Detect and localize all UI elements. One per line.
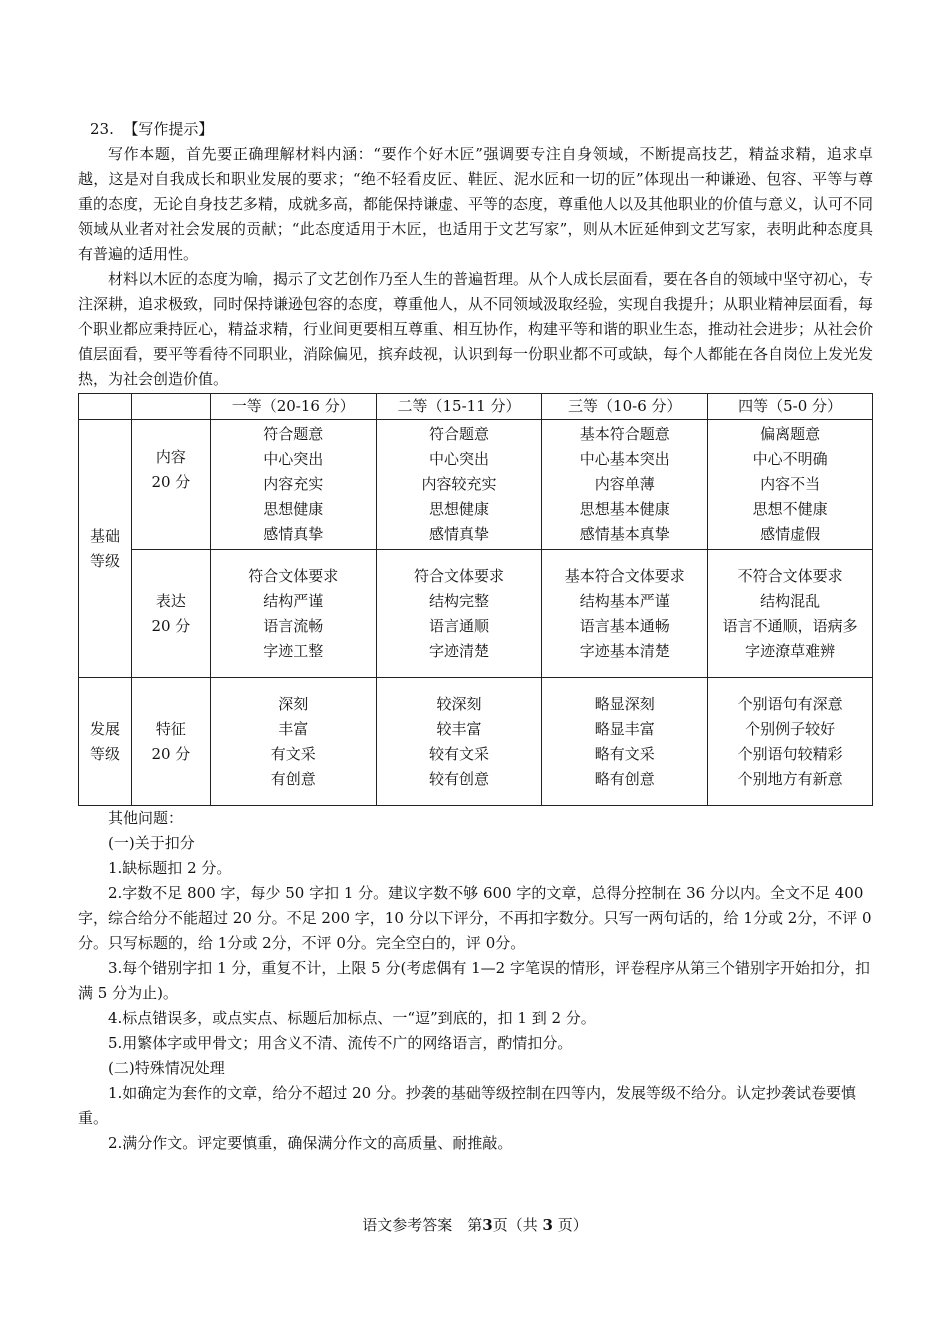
cell-line: 内容充实 xyxy=(263,475,324,493)
cell-line: 内容 xyxy=(155,447,186,466)
question-heading xyxy=(90,117,873,142)
cell-line: 特征 xyxy=(155,719,186,738)
cell-line: 结构混乱 xyxy=(760,591,821,610)
cell-line: 基础 xyxy=(89,526,120,545)
intro-paragraph-2: 材料以木匠的态度为喻，揭示了文艺创作乃至人生的普遍哲理。从个人成长层面看，要在各自的领域中坚守初心，专注深耕，追求极致，同时保持谦逊包容的态度，尊重他人，从不同领域汲取经验，实现自我提升；从职业精神层面看，每个职业都应秉持匠心，精益求精，行业间更要相互尊重、相互协作，构建平等和谐的职业生态，推动社会进步；从社会价值层面看，要平等看待不同职业，消除偏见，摈弃歧视，认识到每一份职业都不可或缺，每个人都能在各自岗位上发光发热，为社会创造价值。 xyxy=(78,270,874,388)
cell-line: 语言不通顺，语病多 xyxy=(722,616,858,635)
cell-line: 思想健康 xyxy=(428,500,489,518)
scoring-rubric-table xyxy=(78,393,873,806)
special-item-2: 2.满分作文。评定要慎重，确保满分作文的高质量、耐推敲。 xyxy=(108,1134,513,1152)
table-header-row xyxy=(79,394,873,420)
cell-line: 深刻 xyxy=(278,694,309,713)
cell-line: 思想不健康 xyxy=(752,500,828,518)
answer-page xyxy=(78,117,873,1156)
cell-line: 偏离题意 xyxy=(760,425,821,443)
cell-line: 中心不明确 xyxy=(752,450,828,468)
cell-line: 表达 xyxy=(155,591,186,610)
cell-line: 等级 xyxy=(89,744,120,763)
cell-line: 结构完整 xyxy=(428,591,489,610)
intro-paragraph-1: 写作本题，首先要正确理解材料内涵：“要作个好木匠”强调要专注自身领域，不断提高技艺，精益求精，追求卓越，这是对自我成长和职业发展的要求；“绝不轻看皮匠、鞋匠、泥水匠和一切的匠”体现出一种谦逊、包容、平等与尊重的态度，无论自身技艺多精，成就多高，都能保持谦虚、平等的态度，尊重他人以及其他职业的价值与意义，认可不同领域从业者对社会发展的贡献；“此态度适用于木匠，也适用于文艺写家”，则从木匠延伸到文艺写家，表明此种态度具有普遍的适用性。 xyxy=(78,145,874,263)
table-cell xyxy=(542,678,708,806)
table-cell xyxy=(210,550,376,678)
cell-line: 字迹清楚 xyxy=(428,641,489,660)
cell-line: 内容不当 xyxy=(760,475,821,493)
grade-header: 一等（20-16 分） xyxy=(210,394,376,420)
cell-line: 语言流畅 xyxy=(263,616,324,635)
cell-line: 略有文采 xyxy=(594,744,655,763)
cell-line: 字迹基本清楚 xyxy=(579,641,670,660)
cell-line: 等级 xyxy=(89,551,120,570)
other-issues-title: 其他问题： xyxy=(108,809,184,827)
cell-line: 符合文体要求 xyxy=(248,566,339,585)
cell-line: 思想健康 xyxy=(263,500,324,518)
table-row xyxy=(79,550,873,678)
cell-line: 发展 xyxy=(89,719,120,738)
page-number: 3 xyxy=(482,1216,493,1234)
cell-line: 语言基本通畅 xyxy=(579,616,670,635)
cell-line: 感情真挚 xyxy=(428,525,489,543)
deduction-item-3: 3.每个错别字扣 1 分，重复不计，上限 5 分(考虑偶有 1—2 字笔误的情形，评卷程序从第三个错别字开始扣分，扣满 5 分为止)。 xyxy=(78,959,870,1002)
cell-line: 略显深刻 xyxy=(594,694,655,713)
section-deductions: (一)关于扣分 xyxy=(108,834,195,852)
header-blank xyxy=(131,394,210,420)
cell-line: 内容较充实 xyxy=(421,475,497,493)
question-number: 23. xyxy=(90,120,114,138)
header-blank xyxy=(79,394,132,420)
cell-line: 略有创意 xyxy=(594,769,655,788)
cell-line: 中心突出 xyxy=(428,450,489,468)
cell-line: 字迹工整 xyxy=(263,641,324,660)
cell-line: 个别语句有深意 xyxy=(737,694,843,713)
cell-line: 感情基本真挚 xyxy=(579,525,670,543)
cell-line: 基本符合文体要求 xyxy=(564,566,685,585)
cell-line: 20 分 xyxy=(151,472,191,491)
cell-line: 20 分 xyxy=(151,616,191,635)
table-cell xyxy=(376,678,542,806)
cell-line: 符合题意 xyxy=(263,425,324,443)
table-cell xyxy=(210,678,376,806)
table-cell xyxy=(708,550,873,678)
cell-line: 有文采 xyxy=(270,744,316,763)
cell-line: 结构基本严谨 xyxy=(579,591,670,610)
deduction-item-5: 5.用繁体字或甲骨文；用含义不清、流传不广的网络语言，酌情扣分。 xyxy=(108,1034,573,1052)
deduction-item-2: 2.字数不足 800 字，每少 50 字扣 1 分。建议字数不够 600 字的文章，总得分控制在 36 分以内。全文不足 400 字，综合给分不能超过 20 分。不足 200 字，10 分以下评分，不再扣字数分。只写一两句话的，给 1分或 2分，不评 0分。只写标题的，给 1分或 2分，不评 0分。完全空白的，评 0分。 xyxy=(78,884,872,952)
cell-line: 20 分 xyxy=(151,744,191,763)
deduction-item-4: 4.标点错误多，或点实点、标题后加标点、一“逗”到底的，扣 1 到 2 分。 xyxy=(108,1009,596,1027)
row-label-content xyxy=(131,420,210,550)
cell-line: 符合文体要求 xyxy=(413,566,504,585)
cell-line: 结构严谨 xyxy=(263,591,324,610)
row-label-expression xyxy=(131,550,210,678)
row-label-feature xyxy=(131,678,210,806)
table-row xyxy=(79,420,873,550)
deduction-item-1: 1.缺标题扣 2 分。 xyxy=(108,859,232,877)
group-label-basic xyxy=(79,420,132,678)
group-label-development xyxy=(79,678,132,806)
table-cell xyxy=(210,420,376,550)
grade-header: 三等（10-6 分） xyxy=(542,394,708,420)
table-cell xyxy=(376,420,542,550)
cell-line: 较丰富 xyxy=(436,719,482,738)
table-cell xyxy=(542,550,708,678)
cell-line: 较有创意 xyxy=(428,769,489,788)
cell-line: 不符合文体要求 xyxy=(737,566,843,585)
cell-line: 中心基本突出 xyxy=(579,450,670,468)
table-cell xyxy=(376,550,542,678)
cell-line: 语言通顺 xyxy=(428,616,489,635)
cell-line: 字迹潦草难辨 xyxy=(745,641,836,660)
table-row xyxy=(79,678,873,806)
cell-line: 有创意 xyxy=(270,769,316,788)
cell-line: 较深刻 xyxy=(436,694,482,713)
table-cell xyxy=(542,420,708,550)
grade-header: 四等（5-0 分） xyxy=(708,394,873,420)
cell-line: 个别语句较精彩 xyxy=(737,744,843,763)
cell-line: 感情真挚 xyxy=(263,525,324,543)
cell-line: 中心突出 xyxy=(263,450,324,468)
cell-line: 符合题意 xyxy=(428,425,489,443)
cell-line: 个别例子较好 xyxy=(745,719,836,738)
cell-line: 丰富 xyxy=(278,719,309,738)
cell-line: 个别地方有新意 xyxy=(737,769,843,788)
question-label: 【写作提示】 xyxy=(123,120,214,138)
cell-line: 略显丰富 xyxy=(594,719,655,738)
section-special-cases: (二)特殊情况处理 xyxy=(108,1059,225,1077)
cell-line: 思想基本健康 xyxy=(579,500,670,518)
table-cell xyxy=(708,420,873,550)
cell-line: 内容单薄 xyxy=(594,475,655,493)
special-item-1: 1.如确定为套作的文章，给分不超过 20 分。抄袭的基础等级控制在四等内，发展等级不给分。认定抄袭试卷要慎重。 xyxy=(78,1084,856,1127)
cell-line: 基本符合题意 xyxy=(579,425,670,443)
page-total: 3 xyxy=(542,1216,553,1234)
cell-line: 感情虚假 xyxy=(760,525,821,543)
page-footer: 语文参考答案 第3页（共 3 页） xyxy=(362,1216,588,1234)
table-cell xyxy=(708,678,873,806)
grade-header: 二等（15-11 分） xyxy=(376,394,542,420)
cell-line: 较有文采 xyxy=(428,744,489,763)
